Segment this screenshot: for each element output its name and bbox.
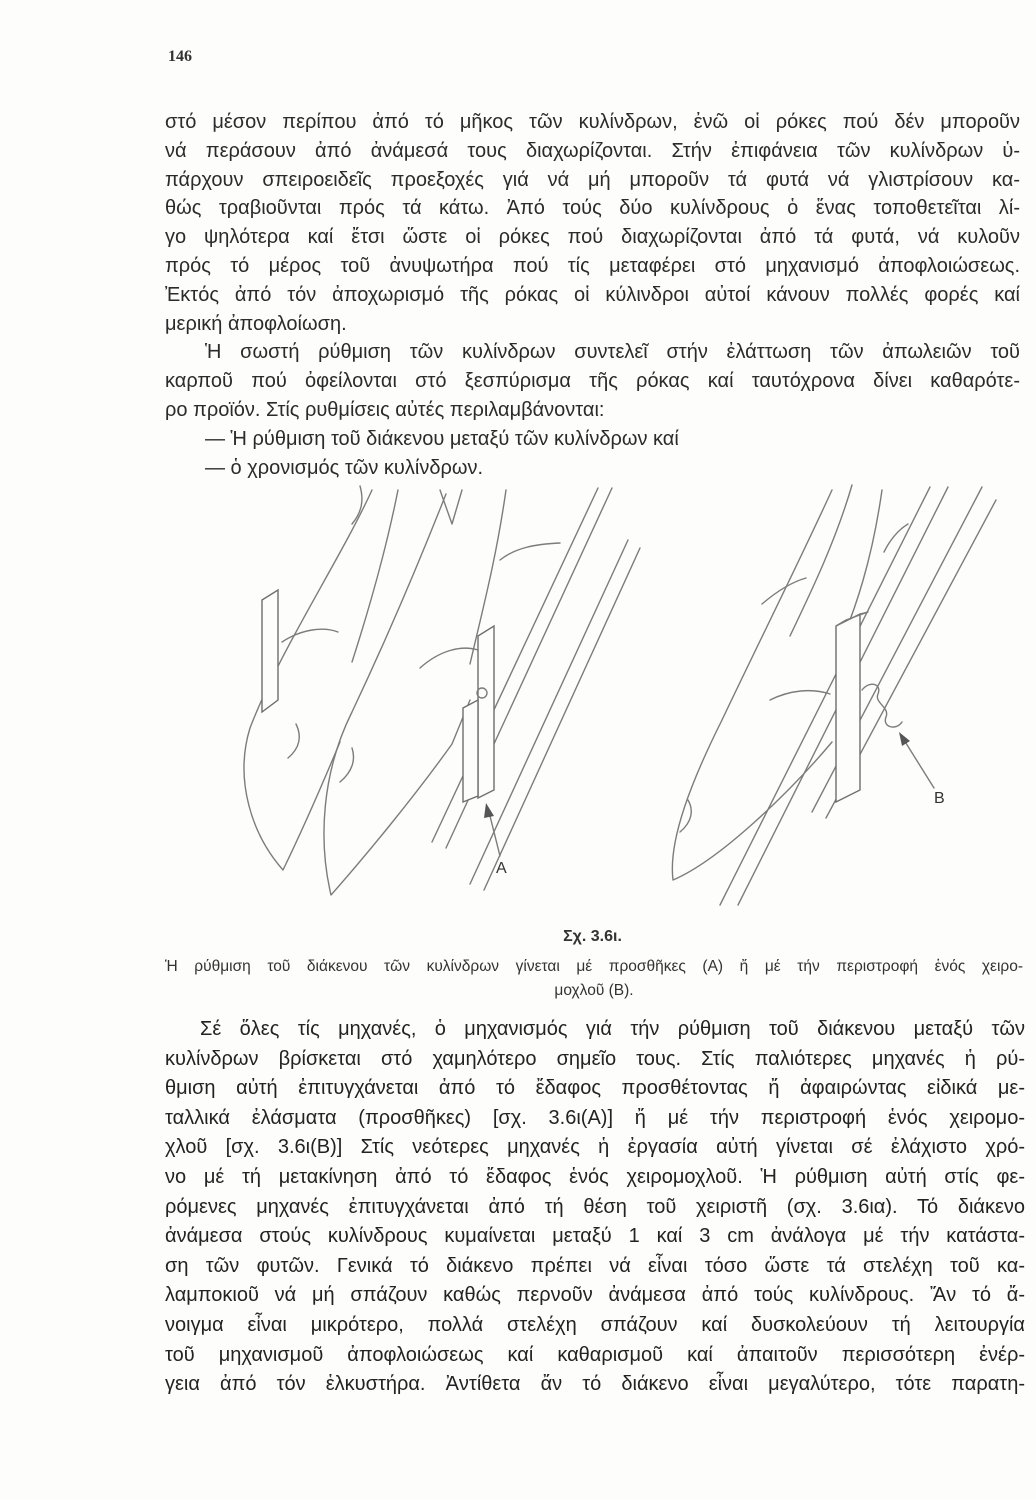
text-line: Ἡ σωστή ρύθμιση τῶν κυλίνδρων συντελεῖ στήν ἐλάττωση τῶν ἀπωλειῶν τοῦ <box>205 341 1020 364</box>
text-line: τοῦ μηχανισμοῦ ἀποφλοιώσεως καί καθαρισμοῦ καί ἀπαιτοῦν περισσότερη ἐνέρ- <box>165 1343 1025 1366</box>
caption-line: μοχλοῦ (B). <box>554 982 634 999</box>
left-plate-2 <box>478 626 494 798</box>
text-line: ση τῶν φυτῶν. Γενικά τό διάκενο πρέπει νά εἶναι τόσο ὥστε τά στελέχη τοῦ κα- <box>165 1254 1025 1277</box>
text-line: νοιγμα εἶναι μικρότερο, πολλά στελέχη σπάζουν καί δυσκολεύουν τή λειτουργία <box>165 1313 1025 1336</box>
arrow-b-line <box>904 740 934 788</box>
text-line: πάρχουν σπειροειδεῖς προεξοχές γιά νά μή μποροῦν τά φυτά νά γλιστρίσουν κα- <box>165 168 1020 191</box>
body-text-bottom <box>165 1015 1025 1400</box>
body-text-top <box>165 108 1020 482</box>
label-a: A <box>496 860 507 877</box>
text-line: ταλλικά ἐλάσματα (προσθῆκες) [σχ. 3.6ι(A)] ἤ μέ τήν περιστροφή ἑνός χειρομο- <box>165 1106 1025 1129</box>
text-line: χλοῦ [σχ. 3.6ι(B)] Στίς νεότερες μηχανές ἡ ἐργασία αὐτή γίνεται σέ ἐλάχιστο χρό- <box>165 1136 1025 1159</box>
right-roller <box>672 490 832 880</box>
text-line: γο ψηλότερα καί ἔτσι ὥστε οἱ ρόκες πού διαχωρίζονται ἀπό τά φυτά, νά κυλοῦν <box>165 226 1020 249</box>
text-line: γεια ἀπό τόν ἑλκυστήρα. Ἀντίθετα ἄν τό διάκενο εἶναι μεγαλύτερο, τότε παρατη- <box>165 1373 1025 1396</box>
text-line: ρόμενες μηχανές ἐπιτυγχάνεται ἀπό τή θέση τοῦ χειριστῆ (σχ. 3.6ια). Τό διάκενο <box>165 1195 1025 1218</box>
left-stem-3 <box>500 543 560 560</box>
left-spiral-hook-2 <box>340 748 354 782</box>
list-item: — Ἡ ρύθμιση τοῦ διάκενου μεταξύ τῶν κυλίνδρων καί <box>205 427 679 450</box>
left-rail-1 <box>432 488 598 842</box>
page-number: 146 <box>168 48 192 65</box>
left-spiral-hook-1 <box>288 724 299 758</box>
right-rail-1 <box>720 487 930 905</box>
left-plate <box>262 590 278 712</box>
figure-3-6i <box>0 475 1036 930</box>
left-leaf-2 <box>420 648 478 668</box>
label-b: B <box>934 790 945 807</box>
text-line: μερική ἀποφλοίωση. <box>165 312 347 335</box>
text-line: θμιση αὐτή ἐπιτυγχάνεται ἀπό τό ἔδαφος προσθέτοντας ἤ ἀφαιρώντας εἰδικά με- <box>165 1077 1025 1100</box>
text-line: Ἐκτός ἀπό τόν ἀποχωρισμό τῆς ρόκας οἱ κύλινδροι αὐτοί κάνουν πολλές φορές καί <box>165 283 1020 306</box>
text-line: καρποῦ πού ὀφείλονται στό ξεσπύρισμα τῆς ρόκας καί ταυτόχρονα δίνει καθαρότε- <box>165 370 1020 393</box>
arrow-b-head <box>899 732 910 746</box>
caption-line: Ἡ ρύθμιση τοῦ διάκενου τῶν κυλίνδρων γίνεται μέ προσθῆκες (A) ἤ μέ τήν περιστροφή ἑνός χειρο- <box>165 958 1023 975</box>
left-leaf <box>282 629 338 642</box>
addition-block <box>463 700 478 802</box>
arrow-a-head <box>484 803 494 818</box>
right-plate <box>836 614 860 802</box>
right-leaf-2 <box>770 691 830 700</box>
text-line: νο μέ τή μετακίνηση ἀπό τό ἔδαφος ἑνός χειρομοχλοῦ. Ἡ ρύθμιση αὐτή στίς φε- <box>165 1165 1025 1188</box>
left-stem-2 <box>440 490 462 524</box>
arrow-a-line <box>489 812 500 856</box>
text-line: νά περάσουν ἀπό ἀνάμεσά τους διαχωρίζονται. Στήν ἐπιφάνεια τῶν κυλίνδρων ὑ- <box>165 139 1020 162</box>
text-line: Σέ ὅλες τίς μηχανές, ὁ μηχανισμός γιά τήν ρύθμιση τοῦ διάκενου μεταξύ τῶν <box>200 1018 1025 1040</box>
text-line: ρο προϊόν. Στίς ρυθμίσεις αὐτές περιλαμβάνονται: <box>165 398 605 421</box>
text-line: ἀνάμεσα στούς κυλίνδρους κυμαίνεται μεταξύ 1 καί 3 cm ἀνάλογα μέ τήν κατάστα- <box>165 1225 1025 1248</box>
figure-caption <box>165 955 1023 1003</box>
left-rail-4 <box>484 548 640 890</box>
text-line: στό μέσον περίπου ἀπό τό μῆκος τῶν κυλίνδρων, ἐνῶ οἱ ρόκες πού δέν μποροῦν <box>165 111 1020 133</box>
figure-caption-title: Σχ. 3.6ι. <box>563 928 622 945</box>
text-line: κυλίνδρων βρίσκεται στό χαμηλότερο σημεῖο τους. Στίς παλιότερες μηχανές ἡ ρύ- <box>165 1047 1025 1070</box>
text-line: λαμποκιοῦ νά μή σπάζουν καθώς περνοῦν ἀνάμεσα ἀπό τούς κυλίνδρους. Ἄν τό ἄ- <box>165 1284 1025 1307</box>
left-stem-1 <box>352 486 362 524</box>
text-line: θώς τραβιοῦνται πρός τά κάτω. Ἀπό τούς δύο κυλίνδρους ὁ ἕνας τοποθετεῖται λί- <box>165 197 1020 220</box>
text-line: πρός τό μέρος τοῦ ἀνυψωτήρα πού τίς μεταφέρει στό μηχανισμό ἀποφλοιώσεως. <box>165 254 1020 277</box>
list-item: — ὁ χρονισμός τῶν κυλίνδρων. <box>205 456 483 479</box>
left-roller-front <box>324 494 470 895</box>
